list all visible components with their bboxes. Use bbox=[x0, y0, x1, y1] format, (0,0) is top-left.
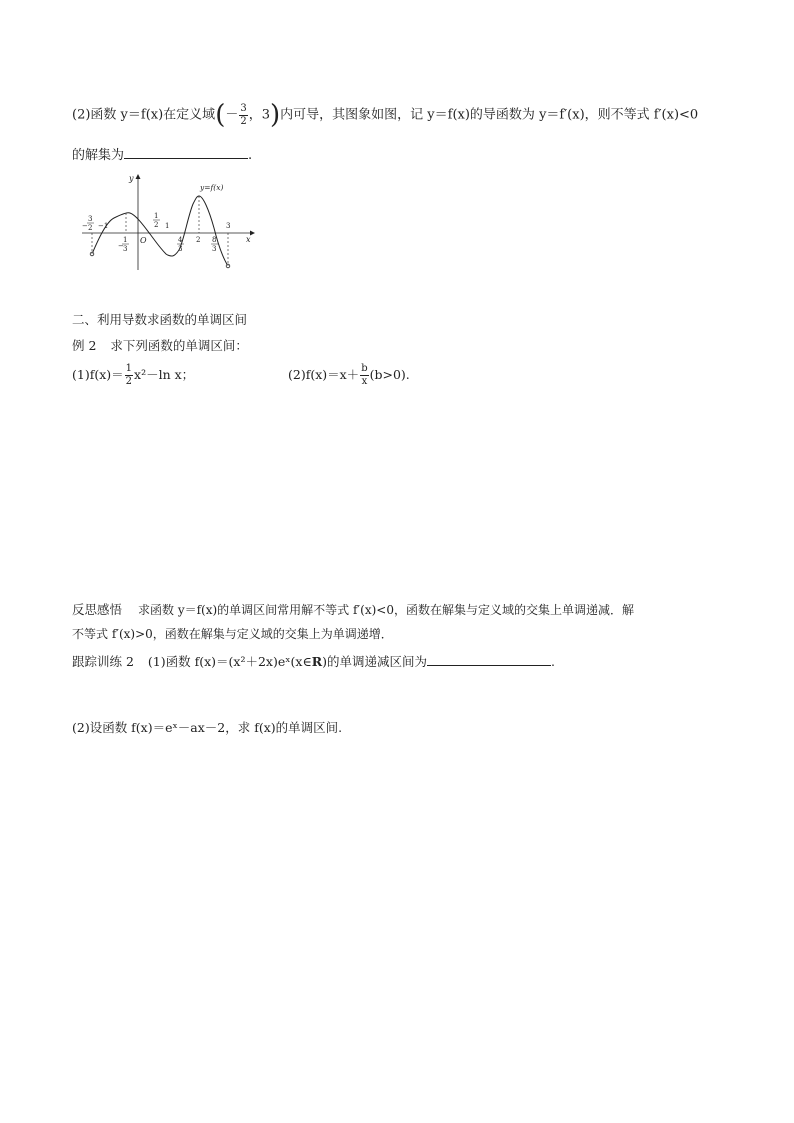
tick-one: 1 bbox=[165, 222, 170, 230]
problem-2: (2)f(x)＝x＋ $\frac{b}{x}$ (b>0). bbox=[288, 363, 410, 387]
q2-text-line2: 的解集为 bbox=[72, 148, 125, 163]
y-axis-arrow bbox=[136, 174, 141, 179]
right-paren: ) bbox=[270, 100, 281, 130]
svg-text:4: 4 bbox=[178, 236, 183, 244]
q2-line2: 的解集为 . bbox=[72, 148, 253, 163]
svg-text:−: − bbox=[118, 242, 124, 250]
example-text: 求下列函数的单调区间： bbox=[110, 338, 248, 353]
svg-text:3: 3 bbox=[123, 245, 128, 253]
svg-text:2: 2 bbox=[88, 224, 93, 232]
svg-text:3: 3 bbox=[178, 245, 183, 253]
svg-text:1: 1 bbox=[123, 236, 128, 244]
reflection-line1 bbox=[72, 600, 634, 618]
function-graph bbox=[78, 170, 263, 275]
tick-half bbox=[153, 212, 160, 229]
origin-label: O bbox=[140, 236, 147, 245]
q2-line1 bbox=[72, 102, 698, 128]
q2-text-seg1: (2)函数 y＝f(x)在定义域 bbox=[72, 107, 216, 123]
q2-text-seg2: 内可导，其图象如图，记 y＝f(x)的导函数为 y＝f′(x)，则不等式 f′(x)<0 bbox=[280, 107, 699, 123]
left-paren: ( bbox=[215, 100, 226, 130]
svg-text:3: 3 bbox=[88, 215, 93, 223]
practice-q2: (2)设函数 f(x)＝eˣ－ax－2，求 f(x)的单调区间. bbox=[72, 720, 343, 735]
minus-sign: － bbox=[225, 107, 239, 123]
reflection-text-1: 求函数 y＝f(x)的单调区间常用解不等式 f′(x)<0，函数在解集与定义域的交集上单调递减．解 bbox=[138, 603, 634, 617]
practice-label: 跟踪训练 2 bbox=[72, 654, 134, 669]
x-axis-label: x bbox=[246, 235, 251, 244]
domain-upper: ，3 bbox=[248, 107, 271, 123]
tick-neg-three-half bbox=[82, 215, 94, 232]
svg-text:8: 8 bbox=[212, 236, 217, 244]
tick-three: 3 bbox=[226, 222, 231, 230]
svg-text:3: 3 bbox=[212, 245, 217, 253]
tick-neg-one: −1 bbox=[98, 222, 109, 230]
svg-text:2: 2 bbox=[154, 221, 159, 229]
answer-blank-1[interactable] bbox=[124, 147, 248, 159]
x-axis-arrow bbox=[250, 231, 255, 236]
function-curve bbox=[92, 196, 231, 266]
example-label: 例 2 bbox=[72, 338, 97, 353]
example-2 bbox=[72, 336, 248, 354]
reflection-label: 反思感悟 bbox=[72, 602, 123, 617]
answer-blank-2[interactable] bbox=[427, 654, 551, 666]
half-fraction: $\frac{1}{2}$ bbox=[125, 363, 133, 387]
b-over-x-fraction: $\frac{b}{x}$ bbox=[361, 363, 368, 387]
svg-text:−: − bbox=[82, 222, 88, 230]
problem-1: (1)f(x)＝ $\frac{1}{2}$ x²－ln x； bbox=[72, 363, 195, 387]
tick-neg-third bbox=[118, 236, 129, 253]
section-heading: 二、利用导数求函数的单调区间 bbox=[72, 312, 248, 327]
y-axis-label: y bbox=[129, 174, 134, 183]
tick-two: 2 bbox=[196, 236, 201, 244]
domain-fraction: $\frac{3}{2}$ bbox=[240, 102, 247, 127]
curve-label: y=f(x) bbox=[200, 183, 224, 192]
practice-q1: 跟踪训练 2 (1)函数 f(x)＝(x²＋2x)eˣ(x∈R)的单调递减区间为 . bbox=[72, 654, 555, 669]
svg-text:1: 1 bbox=[154, 212, 159, 220]
reflection-line2: 不等式 f′(x)>0，函数在解集与定义域的交集上为单调递增． bbox=[72, 627, 393, 641]
